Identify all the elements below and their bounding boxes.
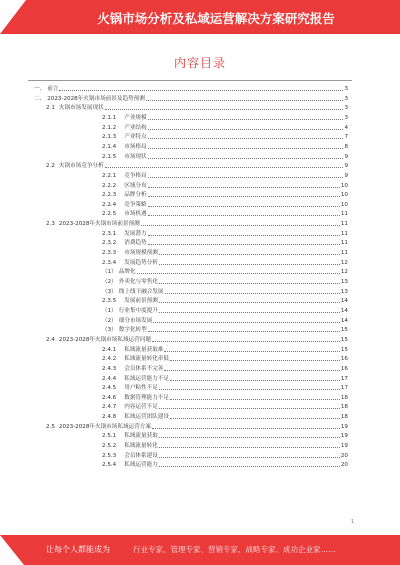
toc-entry-page: 11 [340, 250, 348, 257]
toc-entry-page: 11 [340, 221, 348, 228]
toc-entry[interactable] [46, 163, 348, 170]
toc-entry-number: （2） [102, 279, 117, 285]
toc-entry-title: 竞争策略 [124, 201, 147, 208]
toc-entry-title: 2023-2028年火锅市场前景预测 [58, 221, 140, 228]
toc-leader-dots [148, 128, 344, 130]
toc-entry-title: 市场格局 [124, 143, 147, 150]
toc-entry[interactable] [102, 356, 348, 363]
toc-entry[interactable] [102, 144, 348, 151]
toc-entry[interactable] [102, 250, 348, 257]
toc-entry-number: 2.5.1 [102, 433, 117, 440]
toc-entry-page: 15 [340, 327, 348, 334]
toc-entry-page: 15 [340, 346, 348, 353]
toc-entry-page: 16 [340, 356, 348, 363]
toc-entry-title: 产业规模 [124, 114, 147, 121]
toc-entry-title: 2023-2028年火锅市场私域运营方案 [58, 423, 151, 430]
toc-leader-dots [148, 118, 344, 120]
toc-entry-title: 2023-2028年火锅市场私域运营问题 [58, 336, 151, 343]
toc-entry-page: 12 [340, 269, 348, 276]
toc-entry[interactable] [102, 376, 348, 383]
toc-entry-number: 2.1.2 [102, 124, 117, 131]
toc-leader-dots [159, 253, 340, 255]
toc-entry-number: 2.4.6 [102, 394, 117, 401]
toc-entry-title: 行业集中度提升 [118, 307, 158, 314]
toc-entry-number: 2.4.5 [102, 385, 117, 392]
toc-entry-title: 私域运营团队建设 [124, 414, 169, 421]
toc-entry-number: 2.2.2 [102, 182, 117, 189]
toc-leader-dots [148, 214, 340, 216]
toc-entry-page: 18 [340, 394, 348, 401]
toc-divider [28, 80, 352, 81]
toc-entry-page: 14 [340, 317, 348, 324]
toc-entry[interactable] [102, 443, 348, 450]
toc-entry-title: 火锅市场发展现状 [58, 105, 104, 112]
toc-entry-number: 2.1.3 [102, 134, 117, 141]
report-title: 火锅市场分析及私域运营解决方案研究报告 [97, 11, 335, 26]
toc-entry-title: 市场现状 [124, 153, 147, 160]
toc-leader-dots [148, 243, 340, 245]
toc-entry-title: 私域流量转化率低 [124, 356, 169, 363]
toc-entry-title: 私域运营能力不足 [124, 375, 169, 382]
toc-entry-title: 数据管理能力不足 [124, 394, 169, 401]
toc-leader-dots [148, 195, 340, 197]
toc-entry-number: 2.1.1 [102, 114, 117, 121]
toc-entry[interactable] [102, 453, 348, 460]
toc-entry[interactable] [102, 269, 348, 276]
toc-entry-title: 发展趋势分析 [124, 259, 158, 266]
toc-entry-number: 2.4.4 [102, 375, 117, 382]
toc-entry[interactable] [102, 308, 348, 315]
toc-entry-page: 9 [344, 153, 348, 160]
toc-entry-title: 用户粘性不足 [124, 385, 158, 392]
toc-entry-number: 2.3.2 [102, 240, 117, 247]
toc-leader-dots [164, 369, 339, 371]
toc-entry-number: （3） [102, 288, 117, 295]
toc-entry[interactable] [102, 414, 348, 421]
toc-entry-title: 2023-2028年火锅市场前景及趋势预测 [47, 95, 145, 102]
toc-entry-page: 3 [344, 86, 348, 92]
toc-entry-page: 19 [340, 423, 348, 430]
toc-entry-page: 4 [344, 124, 348, 131]
toc-entry-title: 私域运营能力 [124, 462, 158, 469]
toc-entry-title: 私域流量获取难 [124, 346, 164, 353]
toc-entry[interactable] [102, 366, 348, 373]
toc-leader-dots [170, 398, 340, 400]
toc-entry[interactable] [102, 125, 348, 132]
toc-entry-page: 16 [340, 365, 348, 372]
toc-entry[interactable] [102, 298, 348, 305]
toc-entry[interactable] [102, 192, 348, 199]
page-header [0, 0, 400, 34]
toc-entry[interactable] [102, 240, 348, 247]
toc-entry-page: 10 [340, 192, 348, 199]
toc-leader-dots [159, 263, 340, 265]
toc-leader-dots [170, 379, 340, 381]
toc-entry-title: 火锅市场竞争分析 [58, 163, 104, 170]
toc-entry-page: 11 [340, 240, 348, 247]
toc-entry-page: 11 [340, 211, 348, 218]
toc-entry[interactable] [46, 221, 348, 228]
toc-entry-number: 2.2.3 [102, 192, 117, 199]
toc-entry-number: 二、 [34, 95, 46, 102]
toc-leader-dots [141, 224, 340, 226]
toc-leader-dots [159, 301, 340, 303]
toc-entry-number: 2.3.5 [102, 298, 117, 305]
toc-entry[interactable] [102, 318, 348, 325]
toc-entry-number: 2.5.4 [102, 462, 117, 469]
toc-entry-page: 13 [340, 279, 348, 285]
toc-leader-dots [105, 108, 344, 110]
toc-entry-number: 一、 [34, 86, 46, 92]
toc-entry-title: 市场机遇 [124, 211, 147, 218]
toc-entry-page: 14 [340, 307, 348, 314]
toc-leader-dots [148, 176, 344, 178]
toc-entry[interactable] [102, 202, 348, 209]
footer-slogan: 让每个人都能成为 [46, 545, 110, 554]
page-number: 1 [350, 519, 354, 525]
toc-entry-number: 2.2.4 [102, 201, 117, 208]
toc-entry-page: 14 [340, 298, 348, 305]
toc-entry-number: 2.5.2 [102, 443, 117, 450]
toc-entry-page: 20 [340, 452, 348, 459]
toc-entry-number: （1） [102, 307, 117, 314]
toc-entry-page: 9 [344, 172, 348, 179]
toc-entry[interactable] [102, 154, 348, 161]
toc-entry-page: 10 [340, 182, 348, 189]
toc-entry-number: 2.4.8 [102, 414, 117, 421]
toc-entry[interactable] [102, 289, 348, 296]
toc-entry-title: 细分市场发展 [118, 317, 153, 324]
toc-entry-number: （2） [102, 317, 117, 324]
toc-entry-page: 13 [340, 288, 348, 295]
toc-entry-page: 8 [344, 143, 348, 150]
toc-entry-number: （3） [102, 327, 117, 334]
toc-entry[interactable] [34, 86, 348, 93]
toc-entry-number: 2.4.1 [102, 346, 117, 353]
toc-entry-page: 20 [340, 462, 348, 469]
toc-entry-title: 产业特点 [124, 134, 147, 141]
page-footer [0, 535, 400, 565]
toc-entry[interactable] [102, 279, 348, 286]
toc-entry[interactable] [102, 260, 348, 267]
toc-entry-page: 3 [344, 105, 348, 112]
toc-entry-title: 产业结构 [124, 124, 147, 131]
toc-leader-dots [170, 359, 340, 361]
toc-entry-title: 市场规模预测 [124, 250, 158, 257]
toc-leader-dots [153, 321, 340, 323]
toc-leader-dots [148, 234, 340, 236]
toc-entry-number: 2.3.4 [102, 259, 117, 266]
toc-entry[interactable] [102, 395, 348, 402]
toc-entry-number: 2.3.1 [102, 230, 117, 237]
toc-entry-page: 19 [340, 443, 348, 450]
toc-entry-number: 2.1 [46, 105, 55, 112]
toc-entry[interactable] [102, 462, 348, 469]
toc-entry-page: 10 [340, 201, 348, 208]
toc-entry-page: 15 [340, 336, 348, 343]
toc-leader-dots [159, 282, 340, 284]
toc-leader-dots [159, 407, 340, 409]
toc-entry-title: 消费趋势 [124, 240, 147, 247]
toc-entry-title: 品牌化 [118, 269, 136, 276]
toc-entry-title: 数字化转型 [118, 327, 147, 334]
toc-leader-dots [148, 186, 340, 188]
toc-entry-number: 2.1.5 [102, 153, 117, 160]
toc-entry-number: 2.1.4 [102, 143, 117, 150]
toc-leader-dots [152, 427, 340, 429]
toc-leader-dots [148, 137, 344, 139]
toc-entry-page: 3 [344, 95, 348, 102]
toc-entry-number: 2.4.2 [102, 356, 117, 363]
toc-entry-page: 18 [340, 404, 348, 411]
toc-entry-title: 品牌分析 [124, 192, 147, 199]
toc-entry[interactable] [102, 385, 348, 392]
toc-entry[interactable] [34, 96, 348, 103]
toc-entry-title: 前言 [47, 86, 59, 92]
toc-entry-page: 17 [340, 375, 348, 382]
toc-entry[interactable] [102, 347, 348, 354]
toc-entry-title: 会员体系建设 [124, 452, 158, 459]
toc-entry-title: 竞争格局 [124, 172, 147, 179]
toc-entry-page: 19 [340, 433, 348, 440]
toc-entry-number: 2.4.7 [102, 404, 117, 411]
toc-entry[interactable] [102, 327, 348, 334]
toc-leader-dots [152, 340, 340, 342]
toc-entry-title: 私域流量转化 [124, 443, 158, 450]
toc-leader-dots [159, 465, 340, 467]
toc-entry[interactable] [102, 115, 348, 122]
toc-entry[interactable] [102, 183, 348, 190]
toc-leader-dots [105, 166, 344, 168]
toc-entry-number: 2.4 [46, 336, 55, 343]
toc-entry-number: 2.2.5 [102, 211, 117, 218]
toc-entry[interactable] [46, 105, 348, 112]
toc-entry-page: 12 [340, 259, 348, 266]
toc-entry[interactable] [102, 173, 348, 180]
toc-entry-page: 7 [344, 134, 348, 141]
header-ribbon-decoration [0, 0, 26, 34]
toc-entry-number: 2.5 [46, 423, 55, 430]
toc-heading: 内容目录 [173, 56, 226, 70]
toc-entry-number: 2.3.3 [102, 250, 117, 257]
toc-entry[interactable] [102, 231, 348, 238]
toc-leader-dots [59, 89, 343, 91]
toc-entry-number: 2.5.3 [102, 452, 117, 459]
toc-entry[interactable] [102, 404, 348, 411]
toc-entry[interactable] [46, 337, 348, 344]
toc-leader-dots [165, 292, 340, 294]
toc-entry-page: 17 [340, 385, 348, 392]
toc-leader-dots [159, 456, 340, 458]
toc-entry[interactable] [102, 134, 348, 141]
toc-entry-title: 外卖化与零售化 [118, 279, 158, 285]
toc-leader-dots [170, 417, 340, 419]
toc-entry-title: 私域流量获取 [124, 433, 158, 440]
toc-leader-dots [148, 205, 340, 207]
toc-entry-title: 发展前景预测 [124, 298, 158, 305]
toc-entry-number: 2.4.3 [102, 365, 117, 372]
toc-leader-dots [159, 388, 340, 390]
toc-entry[interactable] [46, 424, 348, 431]
footer-tags: 行业专家、管理专家、营销专家、战略专家、成功企业家…… [133, 545, 336, 554]
toc-leader-dots [159, 446, 340, 448]
toc-leader-dots [148, 330, 340, 332]
toc-leader-dots [137, 272, 340, 274]
toc-entry-title: 发展潜力 [124, 230, 147, 237]
toc-entry-number: （1） [102, 269, 117, 276]
toc-entry-number: 2.2.1 [102, 172, 117, 179]
toc-leader-dots [146, 99, 344, 101]
toc-entry-page: 9 [344, 163, 348, 170]
toc-entry-page: 3 [344, 114, 348, 121]
toc-leader-dots [164, 350, 339, 352]
toc-entry-title: 会员体系不完善 [124, 365, 164, 372]
toc-entry-title: 内容运营不足 [124, 404, 158, 411]
toc-entry[interactable] [102, 433, 348, 440]
toc-leader-dots [148, 147, 344, 149]
toc-entry-page: 11 [340, 230, 348, 237]
toc-entry[interactable] [102, 211, 348, 218]
toc-leader-dots [148, 157, 344, 159]
toc-entry-title: 线上线下融合发展 [118, 288, 164, 295]
toc-leader-dots [159, 436, 340, 438]
toc-leader-dots [159, 311, 340, 313]
toc-entry-page: 18 [340, 414, 348, 421]
toc-entry-number: 2.2 [46, 163, 55, 170]
footer-corner-decoration [0, 535, 24, 565]
toc-entry-number: 2.3 [46, 221, 55, 228]
toc-entry-title: 区域分布 [124, 182, 147, 189]
